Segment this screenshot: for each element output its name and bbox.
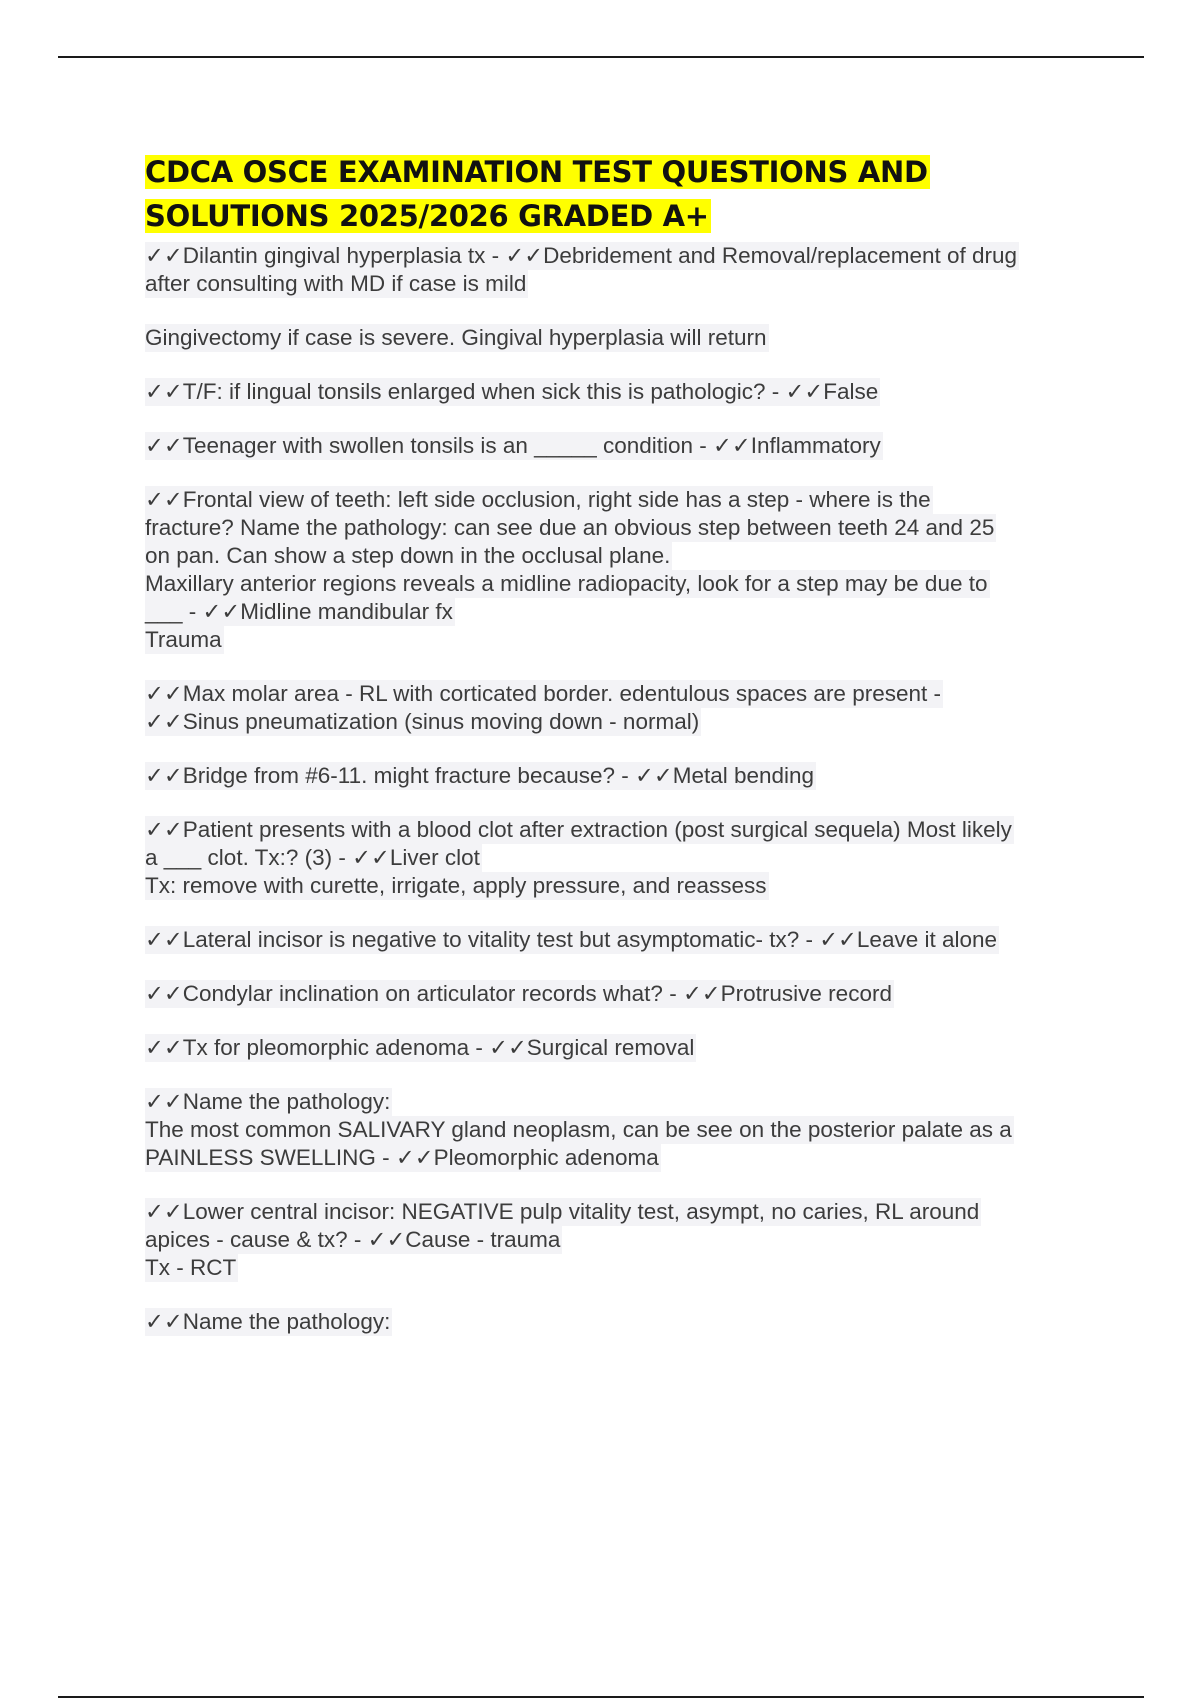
qa-line: Maxillary anterior regions reveals a midline radiopacity, look for a step may be due to — [145, 571, 988, 596]
qa-line: Tx - RCT — [145, 1255, 237, 1280]
qa-line: ✓✓Bridge from #6-11. might fracture because? - ✓✓Metal bending — [145, 763, 815, 788]
qa-line: Trauma — [145, 627, 222, 652]
qa-line: ✓✓Dilantin gingival hyperplasia tx - ✓✓Debridement and Removal/replacement of drug — [145, 243, 1018, 268]
qa-line: ✓✓Tx for pleomorphic adenoma - ✓✓Surgical removal — [145, 1035, 695, 1060]
qa-line: ✓✓Lateral incisor is negative to vitality test but asymptomatic- tx? - ✓✓Leave it alone — [145, 927, 998, 952]
qa-item — [145, 378, 1085, 406]
qa-item — [145, 1088, 1085, 1172]
document-body — [145, 150, 1085, 1362]
qa-line: ✓✓Teenager with swollen tonsils is an _____ condition - ✓✓Inflammatory — [145, 433, 881, 458]
bottom-rule — [58, 1696, 1144, 1698]
qa-line: after consulting with MD if case is mild — [145, 271, 527, 296]
qa-item — [145, 1034, 1085, 1062]
qa-item — [145, 762, 1085, 790]
qa-item — [145, 680, 1085, 736]
qa-line: a ___ clot. Tx:? (3) - ✓✓Liver clot — [145, 845, 480, 870]
qa-item — [145, 1198, 1085, 1282]
qa-line: The most common SALIVARY gland neoplasm, can be see on the posterior palate as a — [145, 1117, 1012, 1142]
qa-line: ✓✓Sinus pneumatization (sinus moving down - normal) — [145, 709, 700, 734]
qa-line: ___ - ✓✓Midline mandibular fx — [145, 599, 453, 624]
qa-line: ✓✓Name the pathology: — [145, 1309, 391, 1334]
qa-item — [145, 432, 1085, 460]
qa-line: ✓✓Max molar area - RL with corticated border. edentulous spaces are present - — [145, 681, 941, 706]
qa-line: PAINLESS SWELLING - ✓✓Pleomorphic adenoma — [145, 1145, 659, 1170]
paragraph-gap — [145, 298, 1085, 324]
qa-line: apices - cause & tx? - ✓✓Cause - trauma — [145, 1227, 561, 1252]
qa-item — [145, 1308, 1085, 1336]
title-line: CDCA OSCE EXAMINATION TEST QUESTIONS AND — [145, 155, 928, 189]
qa-item — [145, 486, 1085, 654]
top-rule — [58, 56, 1144, 58]
qa-item — [145, 242, 1085, 352]
document-title — [145, 150, 1085, 238]
qa-line: ✓✓Frontal view of teeth: left side occlusion, right side has a step - where is the — [145, 487, 931, 512]
qa-item — [145, 980, 1085, 1008]
qa-line: ✓✓T/F: if lingual tonsils enlarged when sick this is pathologic? - ✓✓False — [145, 379, 879, 404]
qa-list — [145, 242, 1085, 1336]
qa-item — [145, 926, 1085, 954]
qa-line: Tx: remove with curette, irrigate, apply pressure, and reassess — [145, 873, 767, 898]
qa-line: on pan. Can show a step down in the occlusal plane. — [145, 543, 671, 568]
qa-line: ✓✓Name the pathology: — [145, 1089, 391, 1114]
qa-line: ✓✓Lower central incisor: NEGATIVE pulp vitality test, asympt, no caries, RL around — [145, 1199, 980, 1224]
title-line: SOLUTIONS 2025/2026 GRADED A+ — [145, 199, 709, 233]
qa-line: fracture? Name the pathology: can see due an obvious step between teeth 24 and 25 — [145, 515, 995, 540]
qa-item — [145, 816, 1085, 900]
qa-line: ✓✓Condylar inclination on articulator records what? - ✓✓Protrusive record — [145, 981, 892, 1006]
qa-line: ✓✓Patient presents with a blood clot after extraction (post surgical sequela) Most likely — [145, 817, 1012, 842]
qa-line: Gingivectomy if case is severe. Gingival hyperplasia will return — [145, 325, 767, 350]
